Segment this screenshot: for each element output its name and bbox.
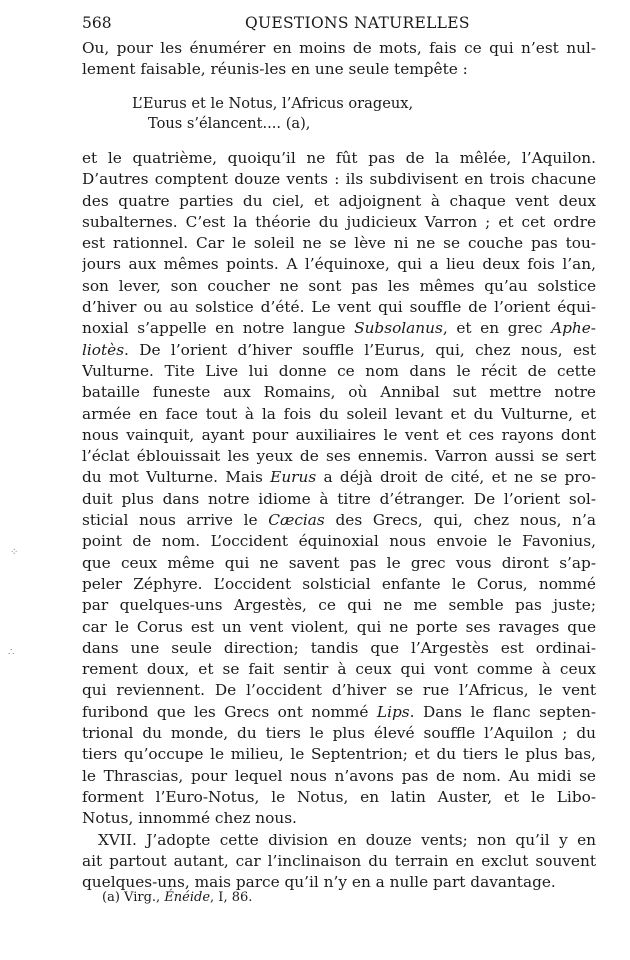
text-line: point de nom. L’occident équinoxial nous envoie le Favonius, — [82, 532, 596, 551]
text-line: L’Eurus et le Notus, l’Africus orageux, — [132, 95, 414, 112]
main-paragraph — [82, 148, 596, 893]
text-line: est rationnel. Car le soleil ne se lève ni ne se couche pas tou- — [82, 234, 596, 253]
text-line: lement faisable, réunis-les en une seule tempête : — [82, 60, 468, 79]
footnote-work: Énéide — [164, 890, 211, 905]
italic-term: Cæcias — [268, 511, 325, 530]
text-line: duit plus dans notre idiome à titre d’étranger. De l’orient sol- — [82, 489, 596, 508]
text-line: des quatre parties du ciel, et adjoignent à chaque vent deux — [82, 191, 596, 210]
text-line: sticial nous arrive le Cæcias des Grecs, qui, chez nous, n’a — [82, 511, 596, 530]
italic-term: Aphe- — [551, 319, 596, 338]
text-line: forment l’Euro-Notus, le Notus, en latin Auster, et le Libo- — [82, 787, 596, 806]
text-line: XVII. J’adopte cette division en douze vents; non qu’il y en — [98, 830, 596, 849]
text-line: Tous s’élancent.... (a), — [148, 115, 311, 132]
italic-term: Subsolanus — [354, 319, 443, 338]
text-line: rement doux, et se fait sentir à ceux qui vont comme à ceux — [82, 660, 596, 679]
text-line: du mot Vulturne. Mais Eurus a déjà droit de cité, et ne se pro- — [82, 468, 596, 487]
text-line: que ceux même qui ne savent pas le grec vous diront s’ap- — [82, 553, 596, 572]
text-line: et le quatrième, quoiqu’il ne fût pas de la mêlée, l’Aquilon. — [82, 149, 596, 167]
text-line: l’éclat éblouissait les yeux de ses ennemis. Varron aussi se sert — [82, 447, 596, 466]
text-line: d’hiver ou au solstice d’été. Le vent qui souffle de l’orient équi- — [82, 298, 596, 317]
italic-term: Eurus — [270, 468, 317, 487]
text-line: Ou, pour les énumérer en moins de mots, fais ce qui n’est nul- — [82, 39, 596, 57]
text-line: D’autres comptent douze vents : ils subdivisent en trois chacune — [82, 170, 596, 189]
text-line: bataille funeste aux Romains, où Annibal sut mettre notre — [82, 383, 596, 402]
text-line: noxial s’appelle en notre langue Subsolanus, et en grec Aphe- — [82, 319, 596, 338]
text-line: nous vainquit, ayant pour auxiliaires le vent et ces rayons dont — [82, 425, 596, 444]
text-line: Notus, innommé chez nous. — [82, 809, 297, 828]
text-line: car le Corus est un vent violent, qui ne porte ses ravages que — [82, 617, 596, 636]
intro-paragraph — [82, 38, 596, 81]
page-number: 568 — [82, 14, 112, 32]
text-line: subalternes. C’est la théorie du judicieux Varron ; et cet ordre — [82, 212, 596, 231]
text-line: dans une seule direction; tandis que l’Argestès est ordinai- — [82, 638, 596, 657]
text-line: son lever, son coucher ne sont pas les mêmes qu’au solstice — [82, 276, 596, 295]
text-line: armée en face tout à la fois du soleil levant et du Vulturne, et — [82, 404, 596, 423]
page-header — [82, 10, 602, 36]
footnote-marker: (a) — [102, 890, 120, 905]
running-title: QUESTIONS NATURELLES — [245, 14, 470, 32]
text-line: liotès. De l’orient d’hiver souffle l’Eurus, qui, chez nous, est — [82, 340, 596, 359]
text-line: quelques-uns, mais parce qu’il n’y en a nulle part davantage. — [82, 873, 556, 892]
text-line: ait partout autant, car l’inclinaison du terrain en exclut souvent — [82, 851, 596, 870]
margin-speck: ⁘ — [10, 547, 19, 558]
margin-speck: ∴ — [8, 647, 15, 658]
text-line: trional du monde, du tiers le plus élevé souffle l’Aquilon ; du — [82, 724, 596, 743]
italic-term: Lips — [376, 702, 410, 721]
text-line: Vulturne. Tite Live lui donne ce nom dans le récit de cette — [82, 361, 596, 380]
text-line: qui reviennent. De l’occident d’hiver se rue l’Africus, le vent — [82, 681, 596, 700]
footnote — [102, 888, 402, 908]
verse-quotation — [132, 94, 432, 134]
text-line: par quelques-uns Argestès, ce qui ne me semble pas juste; — [82, 596, 596, 615]
text-line: jours aux mêmes points. A l’équinoxe, qui a lieu deux fois l’an, — [82, 255, 596, 274]
text-line: furibond que les Grecs ont nommé Lips. Dans le flanc septen- — [82, 702, 596, 721]
text-line: le Thrascias, pour lequel nous n’avons pas de nom. Au midi se — [82, 766, 596, 785]
text-line: tiers qu’occupe le milieu, le Septentrion; et du tiers le plus bas, — [82, 745, 596, 764]
text-line: peler Zéphyre. L’occident solsticial enfante le Corus, nommé — [82, 574, 596, 593]
footnote-source: Virg., — [124, 890, 161, 905]
footnote-reference: , I, 86. — [210, 890, 253, 905]
italic-term: liotès — [82, 340, 125, 359]
